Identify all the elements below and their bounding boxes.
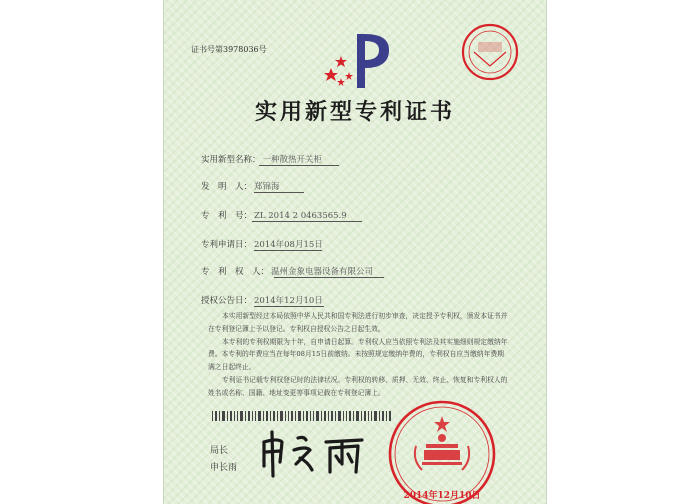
field-label: 授权公告日： — [201, 296, 253, 306]
body-paragraph: 专利证书记载专利权登记时的法律状况。专利权的转移、质押、无效、终止、恢复和专利权人的姓名或名称、国籍、地址变更等事项记载在专利登记簿上。 — [208, 375, 508, 397]
field-value: 温州金象电器设备有限公司 — [271, 267, 374, 277]
certificate-number: 证书号第3978036号 — [191, 45, 267, 54]
field-patent-number — [201, 209, 347, 221]
certificate-body — [208, 310, 508, 400]
body-paragraph: 本专利的专利权期限为十年，自申请日起算。专利权人应当依照专利法及其实施细则规定缴纳年费。本专利的年费应当在每年08月15日前缴纳。未按照规定缴纳年费的，专利权自应当缴纳年费期满之日起终止。 — [208, 337, 508, 372]
field-utility-model-name — [201, 153, 322, 165]
field-application-date — [201, 238, 323, 250]
seal-date-text: 2014年12月10日 — [403, 491, 481, 501]
field-value: 2014年12月10日 — [254, 296, 323, 306]
field-value: 一种散热开关柜 — [262, 155, 323, 165]
field-inventor — [201, 180, 280, 192]
certificate-title: 实用新型专利证书 — [254, 99, 455, 125]
director-title: 局长 — [210, 446, 229, 456]
field-value: 2014年08月15日 — [254, 240, 323, 250]
director-name: 申长雨 — [210, 463, 238, 473]
barcode-icon — [212, 411, 392, 421]
field-label: 专利申请日： — [201, 240, 253, 250]
handwritten-signature — [256, 428, 376, 478]
patent-stamp-top — [460, 22, 520, 82]
field-patentee — [201, 265, 373, 277]
field-value: ZL 2014 2 0463565.9 — [254, 211, 347, 221]
field-grant-date — [201, 294, 323, 306]
official-seal — [386, 398, 498, 504]
certificate-page — [163, 0, 547, 504]
field-label: 专 利 号： — [201, 211, 253, 221]
body-paragraph: 本实用新型经过本局依照中华人民共和国专利法进行初步审查，决定授予专利权，颁发本证书并在专利登记簿上予以登记。专利权自授权公告之日起生效。 — [208, 312, 508, 333]
field-label: 发 明 人： — [201, 182, 253, 192]
field-label: 实用新型名称： — [201, 155, 261, 165]
patent-office-logo-icon — [319, 28, 399, 92]
field-value: 郑锦海 — [254, 182, 280, 192]
field-label: 专 利 权 人： — [201, 267, 270, 277]
